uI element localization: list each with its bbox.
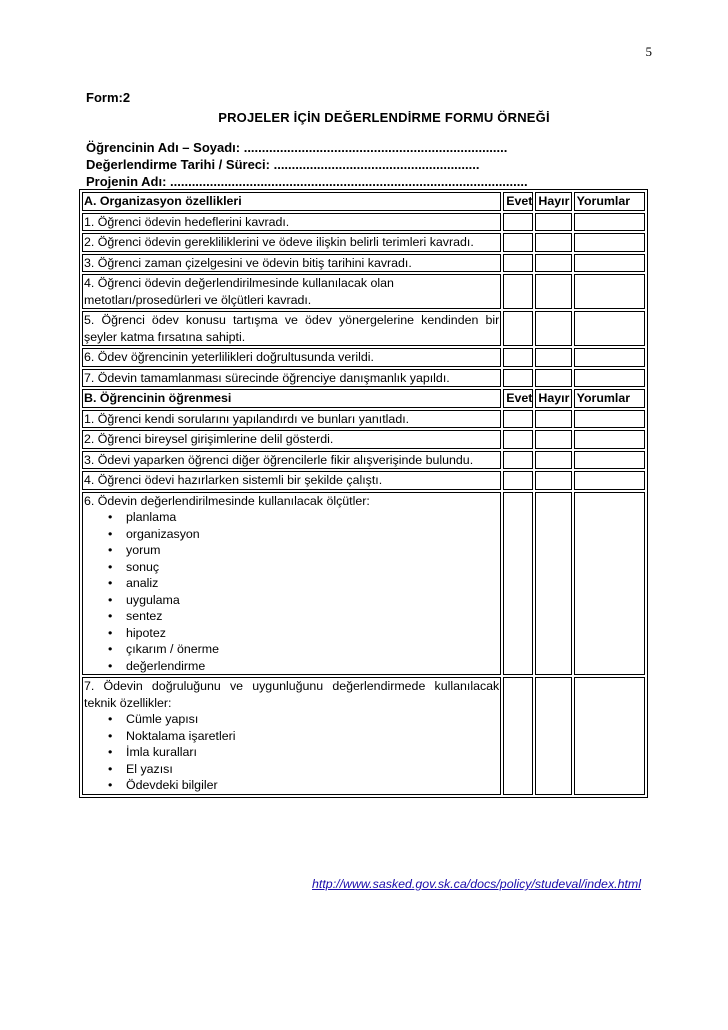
criterion-text: 1. Öğrenci ödevin hedeflerini kavradı. [82,213,501,232]
evet-cell[interactable] [503,254,533,273]
list-item: • yorum [108,542,499,559]
source-link[interactable]: http://www.sasked.gov.sk.ca/docs/policy/studeval/index.html [312,877,641,891]
list-item: • sonuç [108,559,499,576]
table-row [82,213,645,232]
yorum-cell[interactable] [574,451,645,470]
list-item: • planlama [108,509,499,526]
yorum-cell[interactable] [574,677,645,795]
criterion-text: 3. Öğrenci zaman çizelgesini ve ödevin bitiş tarihini kavradı. [82,254,501,273]
criterion-text: 5. Öğrenci ödev konusu tartışma ve ödev yönergelerine kendinden bir şeyler katma fırsatına sahipti. [82,311,501,346]
section-a-title: A. Organizasyon özellikleri [82,192,501,211]
criterion-text: 3. Ödevi yaparken öğrenci diğer öğrencilerle fikir alışverişinde bulundu. [82,451,501,470]
list-item: • uygulama [108,592,499,609]
table-row [82,274,645,309]
evet-cell[interactable] [503,471,533,490]
list-item: • çıkarım / önerme [108,641,499,658]
hayir-cell[interactable] [535,492,571,676]
technical-list-cell [82,677,501,795]
document-title: PROJELER İÇİN DEĞERLENDİRME FORMU ÖRNEĞİ [218,110,550,125]
evet-cell[interactable] [503,677,533,795]
evet-cell[interactable] [503,369,533,388]
yorum-cell[interactable] [574,492,645,676]
column-yorumlar: Yorumlar [574,389,645,408]
criteria-list [84,509,499,674]
yorum-cell[interactable] [574,348,645,367]
hayir-cell[interactable] [535,274,571,309]
list-item: • sentez [108,608,499,625]
hayir-cell[interactable] [535,254,571,273]
technical-intro: 7. Ödevin doğruluğunu ve uygunluğunu değerlendirmede kullanılacak teknik özellikler: [84,679,500,710]
yorum-cell[interactable] [574,274,645,309]
table-row [82,348,645,367]
column-evet: Evet [503,192,533,211]
hayir-cell[interactable] [535,677,571,795]
yorum-cell[interactable] [574,254,645,273]
table-row [82,410,645,429]
evet-cell[interactable] [503,213,533,232]
criteria-list-cell [82,492,501,676]
criterion-text: 1. Öğrenci kendi sorularını yapılandırdı ve bunları yanıtladı. [82,410,501,429]
list-item: • analiz [108,575,499,592]
table-row [82,471,645,490]
technical-list [84,711,499,794]
column-hayir: Hayır [535,192,571,211]
student-name-field: Öğrencinin Adı – Soyadı: ......................................................................... [86,140,508,155]
yorum-cell[interactable] [574,369,645,388]
table-row [82,311,645,346]
table-row [82,492,645,676]
list-item: • Noktalama işaretleri [108,728,499,745]
yorum-cell[interactable] [574,410,645,429]
section-b-header-row [82,389,645,408]
hayir-cell[interactable] [535,233,571,252]
hayir-cell[interactable] [535,369,571,388]
column-yorumlar: Yorumlar [574,192,645,211]
list-item: • Ödevdeki bilgiler [108,777,499,794]
yorum-cell[interactable] [574,471,645,490]
hayir-cell[interactable] [535,311,571,346]
table-row [82,430,645,449]
hayir-cell[interactable] [535,451,571,470]
project-name-field: Projenin Adı: ................................................................................................... [86,174,528,189]
list-item: • organizasyon [108,526,499,543]
yorum-cell[interactable] [574,213,645,232]
yorum-cell[interactable] [574,233,645,252]
evaluation-date-field: Değerlendirme Tarihi / Süreci: ......................................................... [86,157,480,172]
table-row [82,254,645,273]
criterion-text: 4. Öğrenci ödevin değerlendirilmesinde kullanılacak olan metotları/prosedürleri ve ölçütleri kavradı. [82,274,501,309]
hayir-cell[interactable] [535,471,571,490]
yorum-cell[interactable] [574,311,645,346]
list-item: • Cümle yapısı [108,711,499,728]
evet-cell[interactable] [503,430,533,449]
hayir-cell[interactable] [535,348,571,367]
table-row [82,451,645,470]
list-item: • hipotez [108,625,499,642]
page-number: 5 [645,44,652,59]
evet-cell[interactable] [503,410,533,429]
evet-cell[interactable] [503,274,533,309]
list-item: • El yazısı [108,761,499,778]
evaluation-table [79,189,648,798]
section-b-title: B. Öğrencinin öğrenmesi [82,389,501,408]
list-item: • değerlendirme [108,658,499,675]
list-item: • İmla kuralları [108,744,499,761]
hayir-cell[interactable] [535,410,571,429]
hayir-cell[interactable] [535,430,571,449]
table-row [82,369,645,388]
criterion-text: 7. Ödevin tamamlanması sürecinde öğrenciye danışmanlık yapıldı. [82,369,501,388]
column-evet: Evet [503,389,533,408]
evet-cell[interactable] [503,492,533,676]
evet-cell[interactable] [503,311,533,346]
hayir-cell[interactable] [535,213,571,232]
table-row [82,233,645,252]
evet-cell[interactable] [503,348,533,367]
criterion-text: 2. Öğrenci bireysel girişimlerine delil gösterdi. [82,430,501,449]
criterion-text: 6. Ödev öğrencinin yeterlilikleri doğrultusunda verildi. [82,348,501,367]
evet-cell[interactable] [503,451,533,470]
yorum-cell[interactable] [574,430,645,449]
column-hayir: Hayır [535,389,571,408]
criterion-text: 4. Öğrenci ödevi hazırlarken sistemli bir şekilde çalıştı. [82,471,501,490]
section-a-header-row [82,192,645,211]
form-number: Form:2 [86,90,131,105]
table-row [82,677,645,795]
criteria-intro: 6. Ödevin değerlendirilmesinde kullanılacak ölçütler: [84,493,370,508]
evet-cell[interactable] [503,233,533,252]
criterion-text: 2. Öğrenci ödevin gerekliliklerini ve ödeve ilişkin belirli terimleri kavradı. [82,233,501,252]
